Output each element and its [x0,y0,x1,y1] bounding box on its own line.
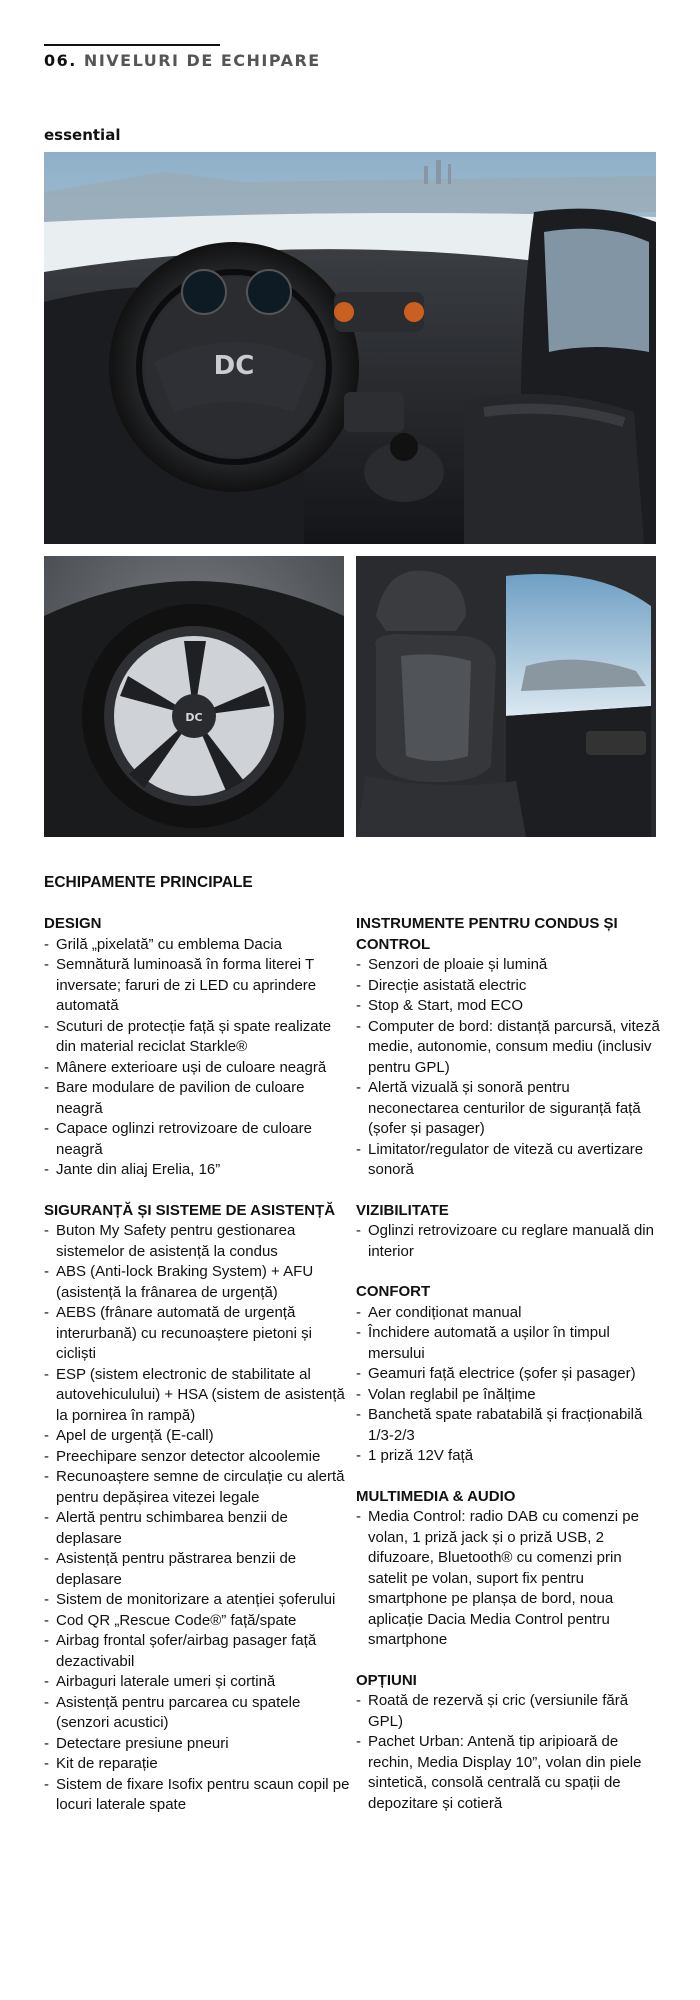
right-column [356,914,662,1834]
svg-text:DC: DC [213,351,255,381]
equipment-category [356,1282,662,1467]
equipment-item: - Sistem de fixare Isofix pentru scaun copil pe locuri laterale spate [44,1775,350,1816]
seat-photo [356,556,656,837]
equipment-list [356,1691,662,1814]
equipment-item: - Buton My Safety pentru gestionarea sistemelor de asistență la condus [44,1221,350,1262]
equipment-category [356,1671,662,1815]
equipment-item: - Apel de urgență (E-call) [44,1426,350,1447]
equipment-category [356,1487,662,1651]
equipment-item: - Media Control: radio DAB cu comenzi pe volan, 1 priză jack și o priză USB, 2 difuzoare, Bluetooth® cu comenzi prin satelit pe volan, suport fix pentru smartphone pe planșa de bord, noua aplicație Dacia Media Control pentru smartphone [356,1507,662,1651]
equipment-item: - Airbaguri laterale umeri și cortină [44,1672,350,1693]
equipment-category [356,1201,662,1263]
equipment-item: - Capace oglinzi retrovizoare de culoare neagră [44,1119,350,1160]
equipment-item: - Kit de reparație [44,1754,350,1775]
equipment-item: - Volan reglabil pe înălțime [356,1385,662,1406]
equipment-item: - AEBS (frânare automată de urgență interurbană) cu recunoaștere pietoni și cicliști [44,1303,350,1365]
equipment-list [356,1507,662,1651]
equipment-list [44,1221,350,1816]
section-title: NIVELURI DE ECHIPARE [83,51,321,70]
equipment-item: - Aer condiționat manual [356,1303,662,1324]
equipment-item: - Roată de rezervă și cric (versiunile fără GPL) [356,1691,662,1732]
equipment-item: - Sistem de monitorizare a atenției șoferului [44,1590,350,1611]
equipment-item: - Pachet Urban: Antenă tip aripioară de rechin, Media Display 10”, volan din piele sintetică, consolă centrală cu spații de depozitare și cotieră [356,1732,662,1814]
equipment-category [44,1201,350,1816]
equipment-item: - Scuturi de protecție față și spate realizate din material reciclat Starkle® [44,1017,350,1058]
main-equipment-title: ECHIPAMENTE PRINCIPALE [44,874,253,891]
equipment-item: - Asistență pentru păstrarea benzii de deplasare [44,1549,350,1590]
equipment-item: - Detectare presiune pneuri [44,1734,350,1755]
alloy-wheel-photo [44,556,344,837]
equipment-list [44,935,350,1181]
equipment-list [356,955,662,1181]
equipment-item: - Semnătură luminoasă în forma literei T inversate; faruri de zi LED cu aprindere automată [44,955,350,1017]
header-rule [44,44,220,46]
equipment-item: - Grilă „pixelată” cu emblema Dacia [44,935,350,956]
equipment-item: - Închidere automată a ușilor în timpul mersului [356,1323,662,1364]
equipment-item: - Senzori de ploaie și lumină [356,955,662,976]
interior-dashboard-photo [44,152,656,544]
equipment-item: - Mânere exterioare uși de culoare neagră [44,1058,350,1079]
category-heading: CONFORT [356,1283,431,1300]
equipment-item: - Bare modulare de pavilion de culoare neagră [44,1078,350,1119]
equipment-item: - Jante din aliaj Erelia, 16” [44,1160,350,1181]
equipment-item: - ESP (sistem electronic de stabilitate al autovehiculului) + HSA (sistem de asistență la pornirea în rampă) [44,1365,350,1427]
equipment-item: - ABS (Anti-lock Braking System) + AFU (asistență la frânarea de urgență) [44,1262,350,1303]
category-heading: VIZIBILITATE [356,1201,449,1219]
equipment-item: - Recunoaștere semne de circulație cu alertă pentru depășirea vitezei legale [44,1467,350,1508]
section-header [44,51,321,70]
trim-level-label: essential [44,126,121,144]
equipment-item: - Asistență pentru parcarea cu spatele (senzori acustici) [44,1693,350,1734]
category-heading: INSTRUMENTE PENTRU CONDUS ȘI CONTROL [356,915,618,953]
svg-text:DC: DC [185,711,203,724]
equipment-category [356,914,662,1181]
section-number: 06. [44,51,77,70]
category-heading: OPȚIUNI [356,1671,417,1689]
equipment-item: - Computer de bord: distanță parcursă, viteză medie, autonomie, consum mediu (inclusiv pentru GPL) [356,1017,662,1079]
equipment-item: - 1 priză 12V față [356,1446,662,1467]
category-heading: MULTIMEDIA & AUDIO [356,1487,516,1505]
equipment-item: - Direcție asistată electric [356,976,662,997]
left-column [44,914,350,1836]
equipment-item: - Airbag frontal șofer/airbag pasager față dezactivabil [44,1631,350,1672]
equipment-item: - Geamuri față electrice (șofer și pasager) [356,1364,662,1385]
equipment-item: - Oglinzi retrovizoare cu reglare manuală din interior [356,1221,662,1262]
equipment-item: - Preechipare senzor detector alcoolemie [44,1447,350,1468]
equipment-item: - Alertă vizuală și sonoră pentru neconectarea centurilor de siguranță față (șofer și pasager) [356,1078,662,1140]
equipment-list [356,1221,662,1262]
equipment-item: - Banchetă spate rabatabilă și fracționabilă 1/3-2/3 [356,1405,662,1446]
equipment-category [44,914,350,1181]
equipment-item: - Cod QR „Rescue Code®” față/spate [44,1611,350,1632]
equipment-item: - Limitator/regulator de viteză cu avertizare sonoră [356,1140,662,1181]
equipment-item: - Alertă pentru schimbarea benzii de deplasare [44,1508,350,1549]
category-heading: SIGURANȚĂ ȘI SISTEME DE ASISTENȚĂ [44,1201,336,1219]
equipment-item: - Stop & Start, mod ECO [356,996,662,1017]
category-heading: DESIGN [44,915,102,932]
equipment-list [356,1303,662,1467]
